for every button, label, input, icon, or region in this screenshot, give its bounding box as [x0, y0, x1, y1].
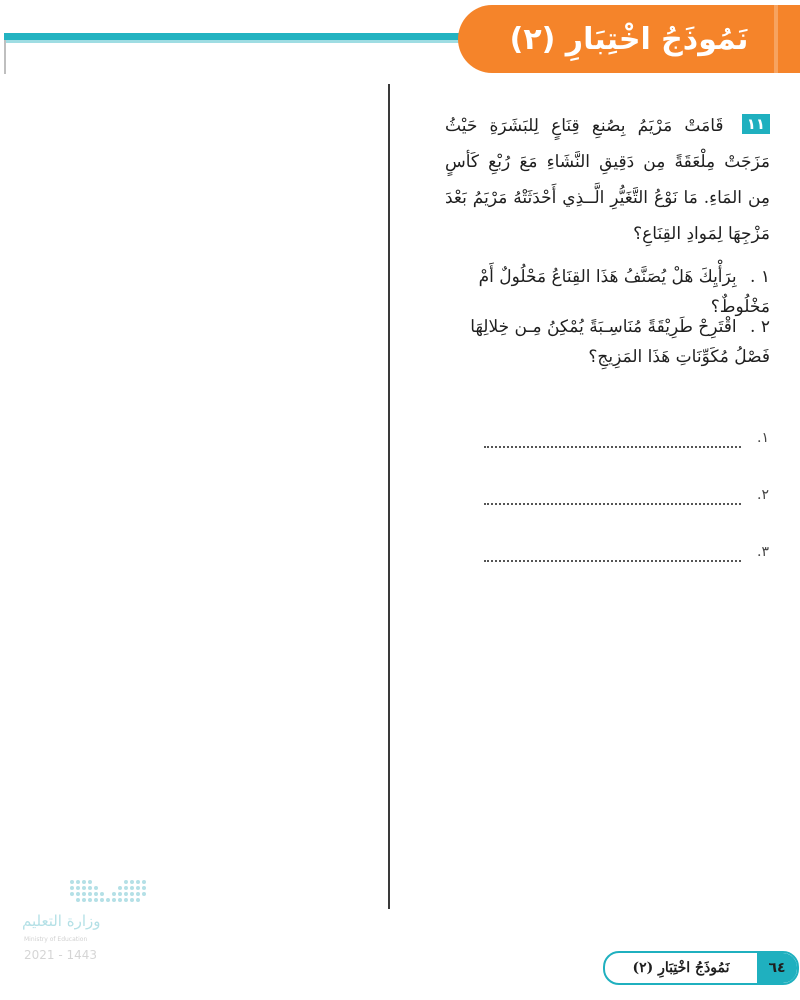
footer-title: نَمُوذَجُ اخْتِبَارِ (٢)	[632, 960, 730, 976]
header-rule-shadow	[4, 40, 474, 43]
answer-number: ٣.	[757, 544, 769, 560]
page-number: ٦٤	[757, 953, 797, 983]
ministry-logo-icon	[66, 876, 161, 906]
header-rule	[4, 33, 474, 40]
ministry-year: 2021 - 1443	[24, 948, 98, 962]
sub-question-text: بِرَأْيِكَ هَلْ يُصَنَّفُ هَذَا القِنَاعُ مَحْلُولٌ أَمْ مَخْلُوطٌ؟	[478, 267, 770, 317]
header-title-tab	[458, 5, 800, 73]
sub-question-2	[445, 312, 770, 372]
answer-line-2[interactable]	[484, 487, 769, 509]
question-block	[445, 108, 770, 252]
question-number-badge: ١١	[742, 114, 770, 134]
sub-question-number: ٢ .	[750, 317, 770, 337]
column-divider	[388, 84, 390, 909]
ministry-watermark	[22, 872, 172, 972]
answer-number: ٢.	[757, 487, 769, 503]
answer-dotted-line[interactable]	[484, 446, 741, 448]
title-tab-edge	[774, 5, 778, 73]
answer-line-1[interactable]	[484, 430, 769, 452]
answer-dotted-line[interactable]	[484, 503, 741, 505]
question-text: قَامَتْ مَرْيَمُ بِصُنعِ قِنَاعٍ لِلبَشَرَةِ حَيْثُ مَزَجَتْ مِلْعَقَةً مِن دَقِيقِ النَّشَاءِ مَعَ رُبْعِ كَأسٍ مِن المَاءِ. مَا نَوْعُ التَّغَيُّرِ الَّــذِي أَحْدَثَتْهُ مَرْيَمُ بَعْدَ مَزْجِهَا لِمَوادِ القِنَاعِ؟	[445, 116, 770, 244]
page-footer	[603, 951, 799, 985]
page-corner-mark	[4, 40, 6, 74]
ministry-subtitle: Ministry of Education	[24, 936, 88, 943]
ministry-name: وزارة التعليم	[22, 912, 101, 930]
answer-number: ١.	[757, 430, 769, 446]
answer-dotted-line[interactable]	[484, 560, 741, 562]
answer-line-3[interactable]	[484, 544, 769, 566]
sub-question-text: اقْتَرِحْ طَرِيْقَةً مُنَاسِـبَةً يُمْكِنُ مِـن خِلالِهَا فَصْلُ مُكَوِّنَاتِ هَذَا المَزِيجِ؟	[470, 317, 770, 367]
page-title: نَمُوذَجُ اخْتِبَارِ (٢)	[509, 21, 749, 57]
sub-question-number: ١ .	[750, 267, 770, 287]
